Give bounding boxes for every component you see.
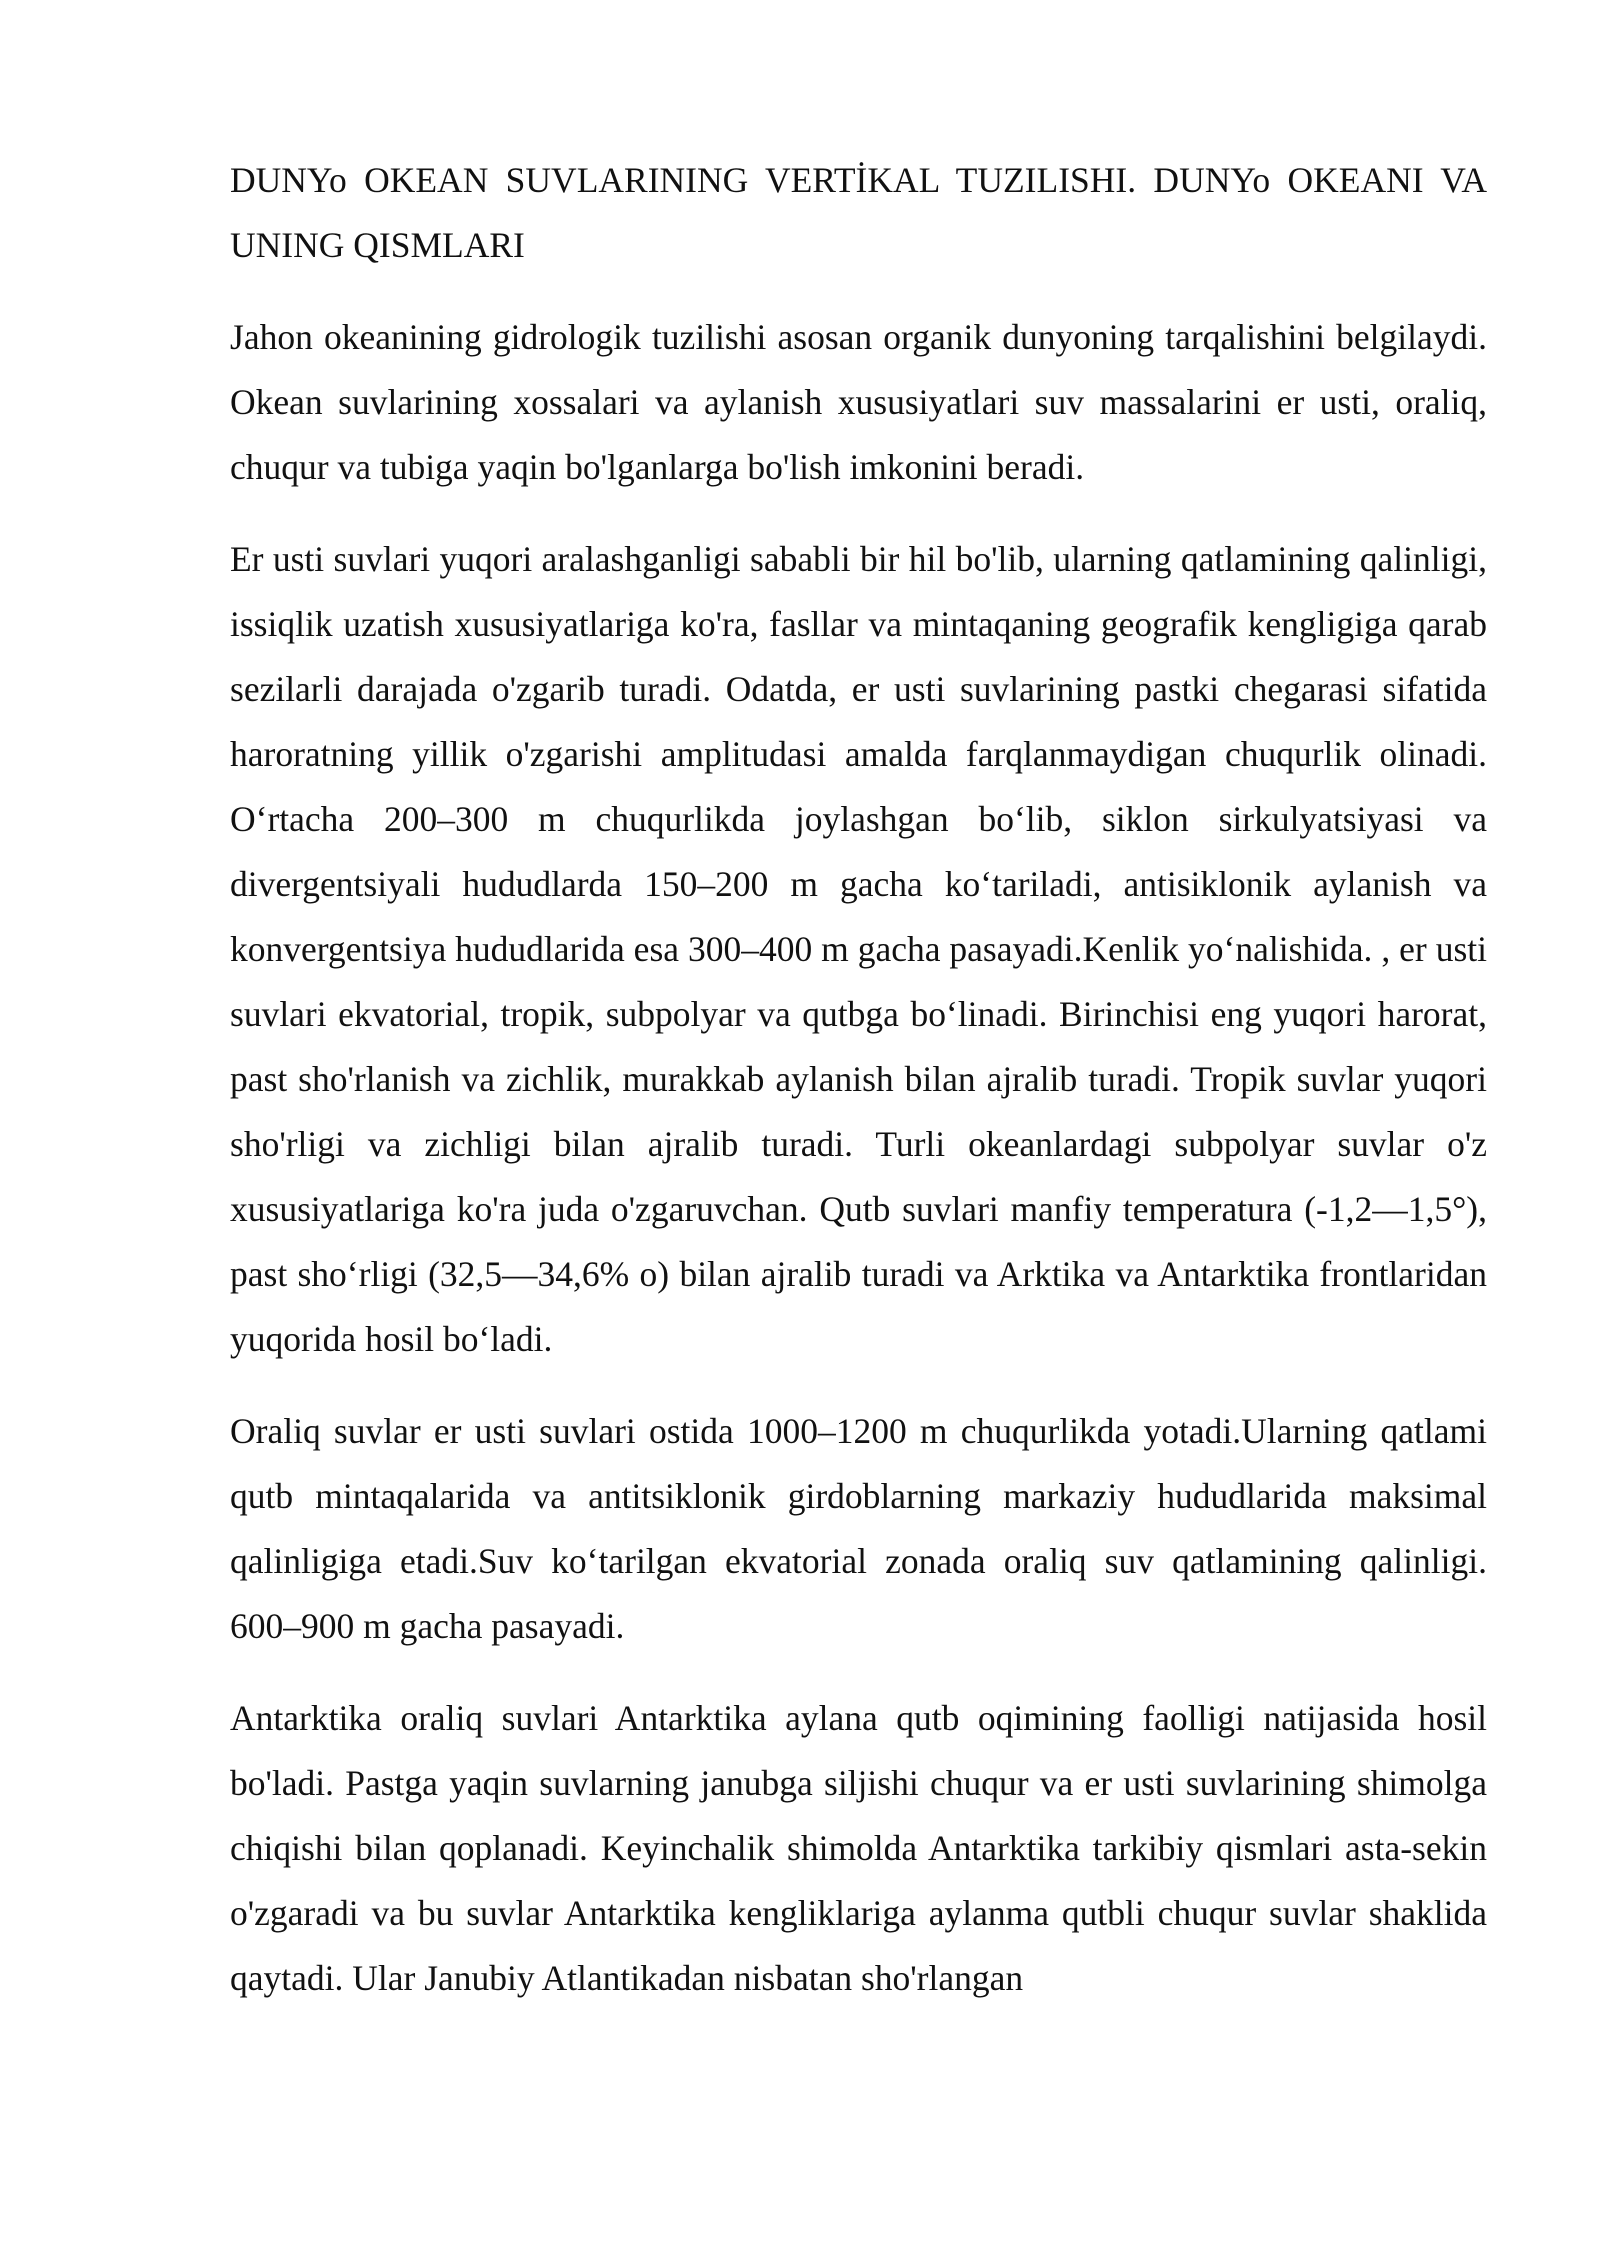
- paragraph-4: Antarktika oraliq suvlari Antarktika aylana qutb oqimining faolligi natijasida hosil bo'ladi. Pastga yaqin suvlarning janubga siljishi chuqur va er usti suvlarining shimolga chiqishi bilan qoplanadi. Keyinchalik shimolda Antarktika tarkibiy qismlari asta-sekin o'zgaradi va bu suvlar Antarktika kengliklariga aylanma qutbli chuqur suvlar shaklida qaytadi. Ular Janubiy Atlantikadan nisbatan sho'rlangan: [230, 1698, 1487, 1998]
- document-body: [230, 148, 1487, 2038]
- paragraph-3: Oraliq suvlar er usti suvlari ostida 1000–1200 m chuqurlikda yotadi.Ularning qatlami qutb mintaqalarida va antitsiklonik girdoblarning markaziy hududlarida maksimal qalinligiga etadi.Suv ko‘tarilgan ekvatorial zonada oraliq suv qatlamining qalinligi. 600–900 m gacha pasayadi.: [230, 1411, 1487, 1646]
- paragraph-2: Er usti suvlari yuqori aralashganligi sababli bir hil bo'lib, ularning qatlamining qalinligi, issiqlik uzatish xususiyatlariga ko'ra, fasllar va mintaqaning geografik kengligiga qarab sezilarli darajada o'zgarib turadi. Odatda, er usti suvlarining pastki chegarasi sifatida haroratning yillik o'zgarishi amplitudasi amalda farqlanmaydigan chuqurlik olinadi. O‘rtacha 200–300 m chuqurlikda joylashgan bo‘lib, siklon sirkulyatsiyasi va divergentsiyali hududlarda 150–200 m gacha ko‘tariladi, antisiklonik aylanish va konvergentsiya hududlarida esa 300–400 m gacha pasayadi.Kenlik yo‘nalishida. , er usti suvlari ekvatorial, tropik, subpolyar va qutbga bo‘linadi. Birinchisi eng yuqori harorat, past sho'rlanish va zichlik, murakkab aylanish bilan ajralib turadi. Tropik suvlar yuqori sho'rligi va zichligi bilan ajralib turadi. Turli okeanlardagi subpolyar suvlar o'z xususiyatlariga ko'ra juda o'zgaruvchan. Qutb suvlari manfiy temperatura (-1,2—1,5°), past sho‘rligi (32,5—34,6% o) bilan ajralib turadi va Arktika va Antarktika frontlaridan yuqorida hosil bo‘ladi.: [230, 539, 1487, 1359]
- document-title: DUNYo OKEAN SUVLARINING VERTİKAL TUZILISHI. DUNYo OKEANI VA UNING QISMLARI: [230, 160, 1487, 265]
- paragraph-1: Jahon okeanining gidrologik tuzilishi asosan organik dunyoning tarqalishini belgilaydi. Okean suvlarining xossalari va aylanish xususiyatlari suv massalarini er usti, oraliq, chuqur va tubiga yaqin bo'lganlarga bo'lish imkonini beradi.: [230, 317, 1487, 487]
